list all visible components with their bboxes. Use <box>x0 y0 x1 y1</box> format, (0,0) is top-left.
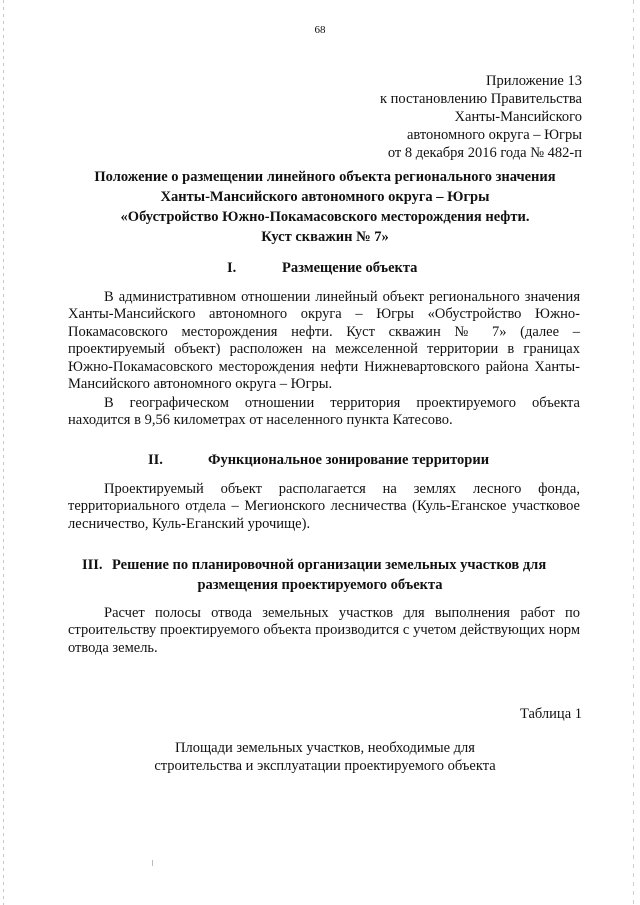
section-number: I. <box>227 260 237 276</box>
appendix-line: Ханты-Мансийского <box>454 109 582 125</box>
page-number: 68 <box>314 24 326 36</box>
caption-line: строительства и эксплуатации проектируемого объекта <box>154 758 496 774</box>
section-1-heading <box>227 258 417 278</box>
section-1-paragraph: В географическом отношении территория проектируемого объекта находится в 9,56 километрах от населенного пункта Катесово. <box>68 394 580 428</box>
appendix-line: от 8 декабря 2016 года № 482-п <box>387 145 582 161</box>
scan-edge-right <box>633 0 634 905</box>
title-line: Куст скважин № 7» <box>261 229 389 245</box>
section-number: II. <box>148 452 163 468</box>
table-label: Таблица 1 <box>519 706 582 722</box>
scan-speck <box>152 860 153 866</box>
section-title: Решение по планировочной организации земельных участков для <box>112 557 547 573</box>
appendix-block <box>380 72 582 162</box>
scan-edge-left <box>3 0 4 905</box>
section-3-paragraph: Расчет полосы отвода земельных участков для выполнения работ по строительству проектируемого объекта производится с учетом действующих норм отвода земель. <box>68 604 580 656</box>
section-1-paragraph: В административном отношении линейный объект регионального значения Ханты-Мансийского автономного округа – Югры «Обустройство Южно-Покамасовского месторождения нефти. Куст скважин № 7» (далее – проектируемый объект) расположен на межселенной территории в границах Южно-Покамасовского месторождения нефти Нижневартовского района Ханты-Мансийского автономного округа – Югры. <box>68 288 580 392</box>
title-line: «Обустройство Южно-Покамасовского месторождения нефти. <box>120 209 530 225</box>
appendix-line: Приложение 13 <box>486 73 582 89</box>
caption-line: Площади земельных участков, необходимые для <box>175 740 475 756</box>
title-line: Ханты-Мансийского автономного округа – Югры <box>160 189 490 205</box>
title-line: Положение о размещении линейного объекта регионального значения <box>94 169 556 185</box>
table-caption <box>60 739 590 775</box>
document-title <box>60 167 590 247</box>
section-2-heading <box>148 450 489 470</box>
section-number: III. <box>82 557 103 573</box>
appendix-line: автономного округа – Югры <box>406 127 582 143</box>
section-3-heading <box>82 555 546 575</box>
section-2-paragraph: Проектируемый объект располагается на землях лесного фонда, территориального отдела – Мегионского лесничества (Куль-Еганское участковое лесничество, Куль-Еганский урочище). <box>68 480 580 532</box>
section-title: Функциональное зонирование территории <box>208 452 490 468</box>
section-3-heading-line2: размещения проектируемого объекта <box>197 577 443 593</box>
appendix-line: к постановлению Правительства <box>380 91 582 107</box>
section-title: Размещение объекта <box>282 260 418 276</box>
